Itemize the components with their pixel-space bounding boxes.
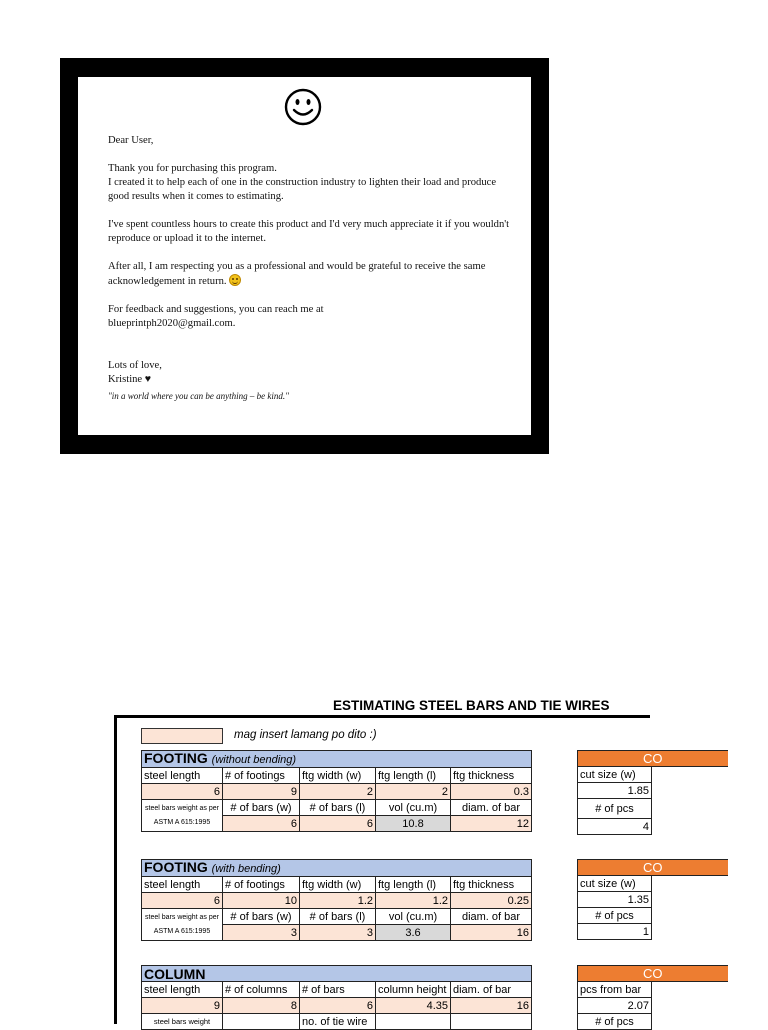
col-header: vol (cu.m): [376, 909, 451, 925]
col-header: # of bars (w): [223, 800, 300, 816]
cut-header: CO: [578, 966, 728, 982]
pcs-label: # of pcs: [578, 908, 652, 924]
col-header: diam. of bar: [451, 982, 532, 998]
pcs-label: # of pcs: [578, 799, 652, 819]
input-cell[interactable]: 6: [142, 784, 223, 800]
pcs-label: pcs from bar: [578, 982, 652, 998]
input-cell[interactable]: 1.2: [376, 893, 451, 909]
input-cell[interactable]: 2: [376, 784, 451, 800]
input-cell[interactable]: 6: [300, 816, 376, 832]
computed-cell: 3.6: [376, 925, 451, 941]
col-header: # of footings: [223, 877, 300, 893]
cut-label: cut size (w): [578, 767, 652, 783]
col-header: # of bars (l): [300, 909, 376, 925]
input-cell[interactable]: 0.3: [451, 784, 532, 800]
column-cut-table: [577, 965, 728, 1030]
input-cell[interactable]: 12: [451, 816, 532, 832]
sheet-title: ESTIMATING STEEL BARS AND TIE WIRES: [333, 698, 610, 713]
computed-cell: 10.8: [376, 816, 451, 832]
greeting: Dear User,: [108, 135, 154, 146]
input-cell[interactable]: 0.25: [451, 893, 532, 909]
section-header: FOOTING (without bending): [142, 751, 532, 768]
input-cell[interactable]: 6: [223, 816, 300, 832]
section-header: FOOTING (with bending): [142, 860, 532, 877]
input-cell[interactable]: 16: [451, 925, 532, 941]
col-header: # of footings: [223, 768, 300, 784]
col-header: column height: [376, 982, 451, 998]
footing-with-bending-cut-table: [577, 859, 728, 940]
letter-body: [108, 134, 518, 403]
input-cell[interactable]: 9: [142, 998, 223, 1014]
pcs-value: 1: [578, 924, 652, 940]
col-header: # of columns: [223, 982, 300, 998]
column-table: [141, 965, 532, 1030]
col-header: diam. of bar: [451, 800, 532, 816]
col-header: ftg thickness: [451, 877, 532, 893]
weight-label: steel bars weight: [142, 1014, 223, 1030]
quote: "in a world where you can be anything – be kind.": [108, 391, 289, 401]
col-header: ftg length (l): [376, 768, 451, 784]
col-header: steel length: [142, 768, 223, 784]
input-cell[interactable]: 3: [300, 925, 376, 941]
sheet-left-border: [114, 715, 117, 1024]
paragraph-respect: After all, I am respecting you as a professional and would be grateful to receive the same acknowledgement in return.: [108, 261, 486, 287]
input-legend-swatch: [141, 728, 223, 744]
cut-header: CO: [578, 860, 728, 876]
cut-value: 1.85: [578, 783, 652, 799]
col-header: ftg width (w): [300, 877, 376, 893]
pcs-value: 4: [578, 819, 652, 835]
pcs-value: 2.07: [578, 998, 652, 1014]
input-cell[interactable]: 3: [223, 925, 300, 941]
col-header: diam. of bar: [451, 909, 532, 925]
input-legend-text: mag insert lamang po dito :): [234, 729, 377, 741]
col-header: vol (cu.m): [376, 800, 451, 816]
input-cell[interactable]: 4.35: [376, 998, 451, 1014]
input-cell[interactable]: 6: [142, 893, 223, 909]
input-cell[interactable]: 16: [451, 998, 532, 1014]
cut-value: 1.35: [578, 892, 652, 908]
letter-page: [78, 77, 531, 435]
col-header: steel length: [142, 877, 223, 893]
sheet-top-border: [114, 715, 650, 718]
col-header: ftg width (w): [300, 768, 376, 784]
paragraph-request: I've spent countless hours to create this product and I'd very much appreciate it if you wouldn't reproduce or upload it to the internet.: [108, 219, 510, 244]
closing: Lots of love, Kristine ♥: [108, 360, 162, 385]
input-cell[interactable]: 9: [223, 784, 300, 800]
pcs-label: # of pcs: [578, 1014, 652, 1030]
col-header: # of bars (l): [300, 800, 376, 816]
input-cell[interactable]: 1.2: [300, 893, 376, 909]
footing-without-bending-cut-table: [577, 750, 728, 835]
cut-header: CO: [578, 751, 728, 767]
letter-card: [60, 58, 549, 454]
col-header: no. of tie wire: [300, 1014, 376, 1030]
input-cell[interactable]: 6: [300, 998, 376, 1014]
input-cell[interactable]: 8: [223, 998, 300, 1014]
weight-label: steel bars weight as per ASTM A 615:1995: [142, 800, 223, 832]
col-header: steel length: [142, 982, 223, 998]
col-header: # of bars: [300, 982, 376, 998]
weight-label: steel bars weight as per ASTM A 615:1995: [142, 909, 223, 941]
emoji-smile-icon: [229, 274, 241, 286]
col-header: # of bars (w): [223, 909, 300, 925]
col-header: ftg thickness: [451, 768, 532, 784]
footing-with-bending-table: [141, 859, 532, 941]
col-header: ftg length (l): [376, 877, 451, 893]
section-header: COLUMN: [142, 966, 532, 982]
input-cell[interactable]: 10: [223, 893, 300, 909]
paragraph-feedback: For feedback and suggestions, you can reach me at blueprintph2020@gmail.com.: [108, 304, 324, 329]
footing-without-bending-table: [141, 750, 532, 832]
input-cell[interactable]: 2: [300, 784, 376, 800]
cut-label: cut size (w): [578, 876, 652, 892]
smiley-icon: [284, 88, 322, 126]
paragraph-thanks: Thank you for purchasing this program. I created it to help each of one in the construction industry to lighten their load and produce good results when it comes to estimating.: [108, 163, 497, 202]
